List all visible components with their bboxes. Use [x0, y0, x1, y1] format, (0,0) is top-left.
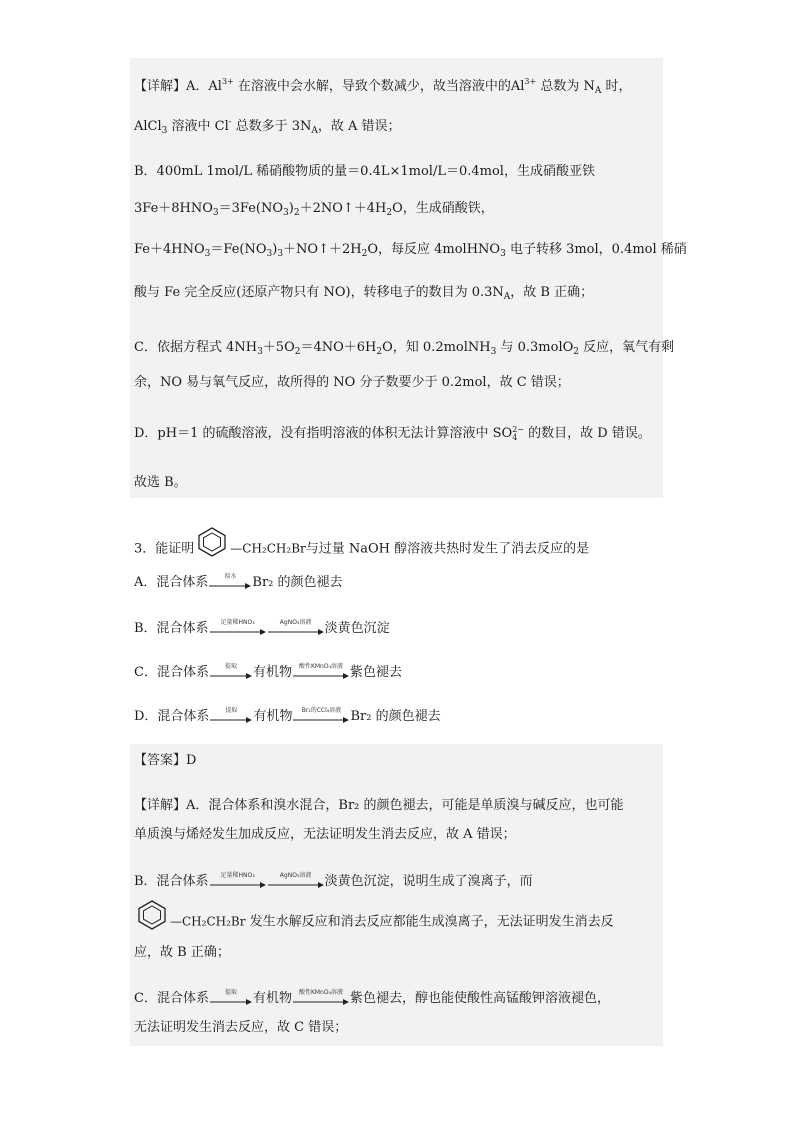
- answer-detail-line-1: 【详解】A．混合体系和溴水混合，Br₂ 的颜色褪去，可能是单质溴与碱反应，也可能: [134, 798, 624, 813]
- option-b[interactable]: B．混合体系 足量稀HNO₃ AgNO₃溶液 淡黄色沉淀: [134, 618, 390, 636]
- reaction-arrow: 足量稀HNO₃: [210, 875, 266, 889]
- detail-line-8: 余，NO 易与氧气反应，故所得的 NO 分子数要少于 0.2mol，故 C 错误；: [134, 375, 570, 390]
- reaction-arrow: AgNO₃溶液: [268, 622, 324, 636]
- detail-line-7: C．依据方程式 $4NH_3+5O_2=4NO+6H_2O$，知 0.2molNH$_3$ 与 0.3molO$_2$ 反应，氧气有剩: [134, 340, 675, 357]
- equation-line-4: $3Fe+8HNO_3=3Fe(NO_3)_2+2NO↑+4H_2O$，生成硝酸铁，: [134, 201, 494, 218]
- reaction-arrow: Br₂的CCl₄溶液: [293, 710, 349, 724]
- question-3-stem: 3．能证明 —CH₂CH₂Br与过量 NaOH 醇溶液共热时发生了消去反应的是: [134, 527, 589, 561]
- detail-line-1: 【详解】A．$Al^{3+}$ 在溶液中会水解，导致个数减少，故当溶液中的$Al^{3+}$ 总数为 $N_A$ 时，: [134, 77, 632, 96]
- reaction-arrow: 酸性KMnO₄溶液: [293, 992, 349, 1006]
- detail-line-9: D．pH＝1 的硫酸溶液，没有指明溶液的体积无法计算溶液中 SO 2− 4 的数目，故 D 错误。: [134, 424, 651, 442]
- reaction-arrow: AgNO₃溶液: [268, 875, 324, 889]
- conclusion-line: 故选 B。: [134, 475, 187, 490]
- answer-detail-line-2: 单质溴与烯烃发生加成反应，无法证明发生消去反应，故 A 错误；: [134, 827, 516, 842]
- reaction-arrow: 溴水: [209, 576, 251, 590]
- reaction-arrow: 酸性KMnO₄溶液: [293, 666, 349, 680]
- reaction-arrow: 提取: [210, 710, 252, 724]
- option-d[interactable]: D．混合体系 提取 有机物 Br₂的CCl₄溶液 Br₂ 的颜色褪去: [134, 706, 441, 724]
- reaction-arrow: 提取: [210, 992, 252, 1006]
- benzene-ring-icon: [134, 900, 170, 944]
- option-a[interactable]: A．混合体系 溴水 Br₂ 的颜色褪去: [134, 572, 343, 590]
- answer-detail-line-3: B．混合体系 足量稀HNO₃ AgNO₃溶液 淡黄色沉淀，说明生成了溴离子，而: [134, 871, 533, 889]
- equation-line-5: $Fe+4HNO_3=Fe(NO_3)_3+NO↑+2H_2O$，每反应 4molHNO$_3$ 电子转移 3mol，0.4mol 稀硝: [134, 242, 687, 259]
- reaction-arrow: 足量稀HNO₃: [210, 622, 266, 636]
- detail-line-2: AlCl$_3$ 溶液中 Cl- 总数多于 $3N_A$，故 A 错误；: [134, 117, 401, 136]
- reaction-arrow: 提取: [210, 666, 252, 680]
- answer-detail-line-4: —CH₂CH₂Br 发生水解反应和消去反应都能生成溴离子，无法证明发生消去反: [134, 900, 614, 934]
- detail-line-6: 酸与 Fe 完全反应(还原产物只有 NO)，转移电子的数目为 $0.3N_A$，故 B 正确；: [134, 285, 594, 302]
- answer-detail-line-7: 无法证明发生消去反应，故 C 错误；: [134, 1020, 348, 1035]
- option-c[interactable]: C．混合体系 提取 有机物 酸性KMnO₄溶液 紫色褪去: [134, 662, 402, 680]
- answer-detail-line-6: C．混合体系 提取 有机物 酸性KMnO₄溶液 紫色褪去，醇也能使酸性高锰酸钾溶液褪色，: [134, 988, 610, 1006]
- answer-detail-line-5: 应，故 B 正确；: [134, 945, 230, 960]
- answer-line: 【答案】D: [134, 753, 197, 768]
- detail-line-3: B．400mL 1mol/L 稀硝酸物质的量＝0.4L×1mol/L＝0.4mol，生成硝酸亚铁: [134, 164, 595, 179]
- benzene-ring-icon: [194, 527, 230, 571]
